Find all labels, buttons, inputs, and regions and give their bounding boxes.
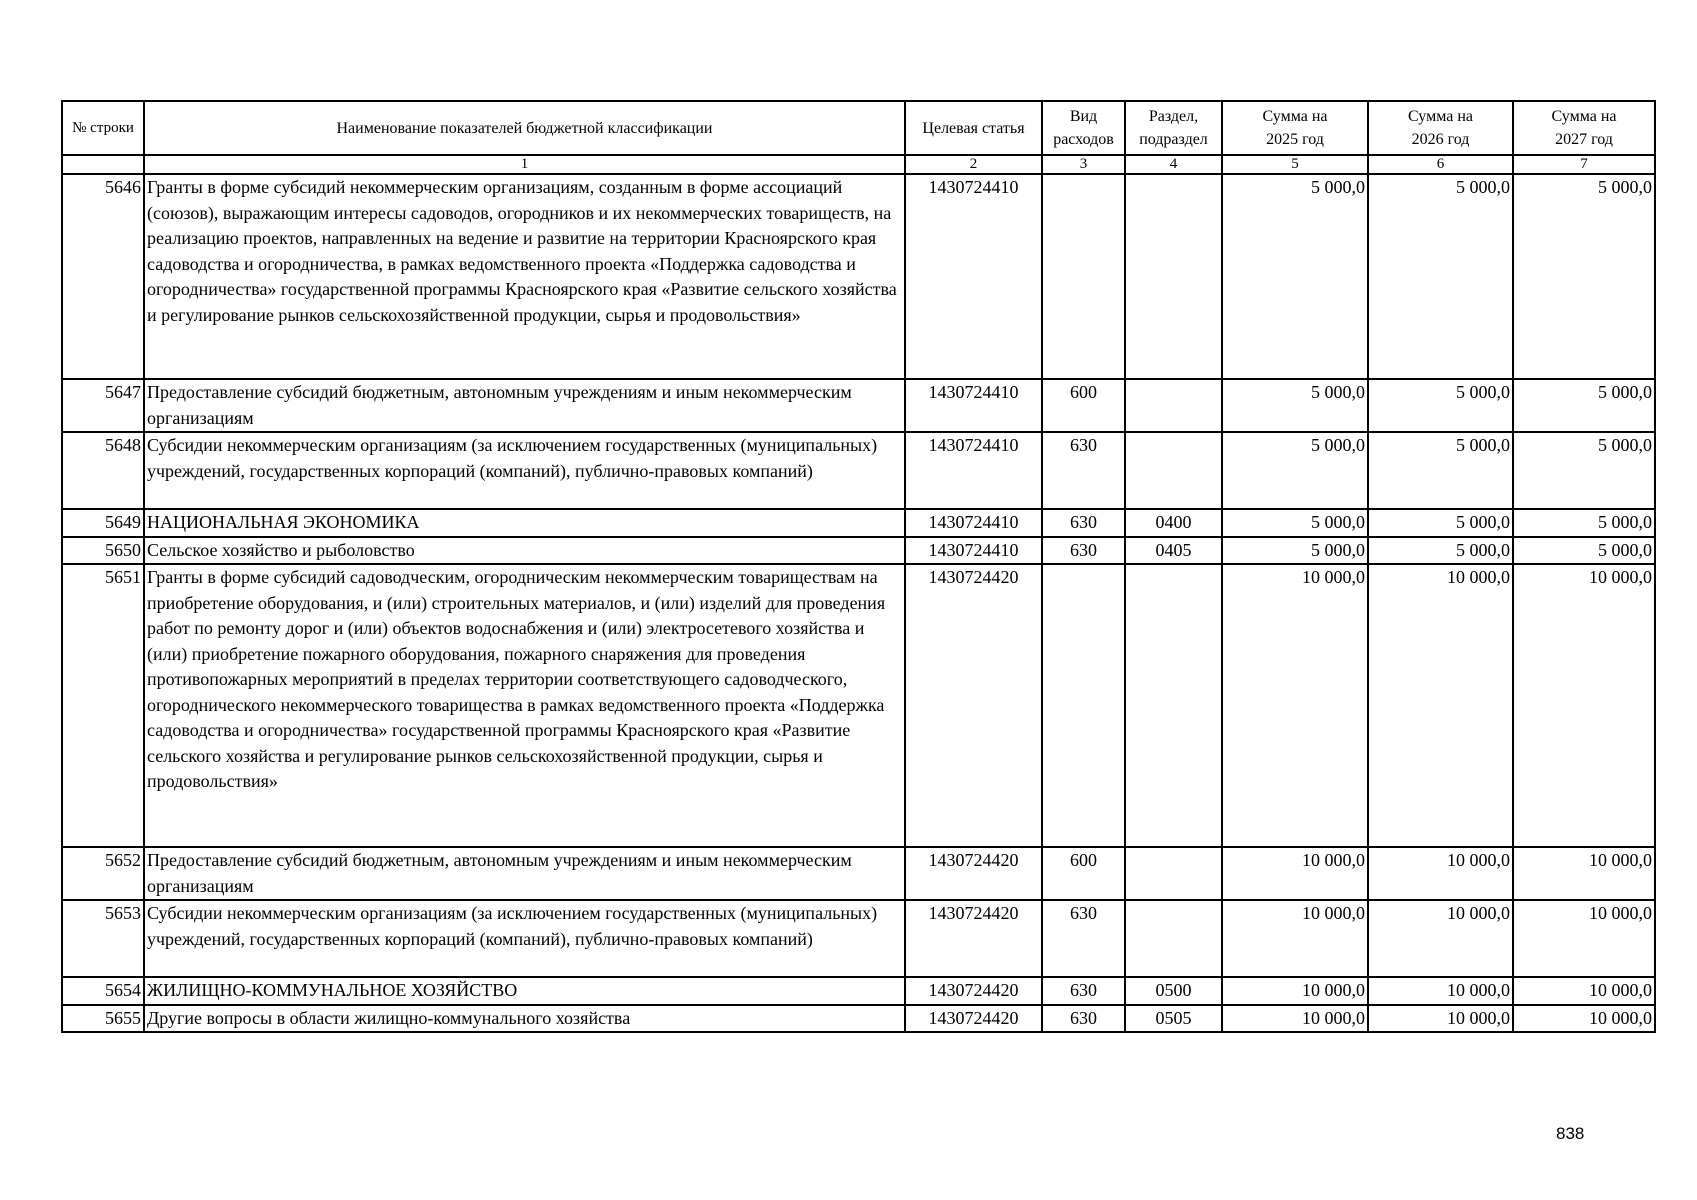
row-sum-2025: 5 000,0 (1222, 537, 1368, 565)
row-kind: 630 (1042, 1005, 1125, 1033)
row-sum-2027: 5 000,0 (1513, 379, 1655, 432)
header-kind (1042, 101, 1125, 155)
row-target: 1430724410 (905, 509, 1042, 537)
row-number: 5650 (62, 537, 144, 565)
row-kind: 630 (1042, 537, 1125, 565)
row-name: Предоставление субсидий бюджетным, автономным учреждениям и иным некоммерческим организациям (144, 847, 905, 900)
row-sum-2026: 5 000,0 (1368, 509, 1513, 537)
row-kind: 630 (1042, 977, 1125, 1005)
row-target: 1430724410 (905, 174, 1042, 379)
row-sum-2027: 5 000,0 (1513, 509, 1655, 537)
column-numbers-row (62, 155, 1655, 174)
header-target (905, 101, 1042, 155)
row-sum-2025: 10 000,0 (1222, 1005, 1368, 1033)
row-number: 5654 (62, 977, 144, 1005)
row-sum-2027: 10 000,0 (1513, 847, 1655, 900)
row-target: 1430724420 (905, 847, 1042, 900)
page-number: 838 (1556, 1124, 1585, 1143)
row-kind: 630 (1042, 432, 1125, 509)
budget-table (61, 100, 1656, 1033)
table-row (62, 564, 1655, 847)
row-sum-2026: 5 000,0 (1368, 537, 1513, 565)
row-number: 5648 (62, 432, 144, 509)
row-sum-2027: 5 000,0 (1513, 537, 1655, 565)
row-kind: 630 (1042, 900, 1125, 977)
table-body (62, 174, 1655, 1032)
column-number: 5 (1222, 155, 1368, 174)
table-header-row (62, 101, 1655, 155)
row-sum-2026: 10 000,0 (1368, 977, 1513, 1005)
row-sum-2025: 10 000,0 (1222, 977, 1368, 1005)
row-target: 1430724410 (905, 537, 1042, 565)
row-name: Предоставление субсидий бюджетным, автономным учреждениям и иным некоммерческим организациям (144, 379, 905, 432)
row-sum-2027: 10 000,0 (1513, 900, 1655, 977)
row-section (1125, 564, 1222, 847)
row-sum-2026: 5 000,0 (1368, 379, 1513, 432)
table-row (62, 977, 1655, 1005)
row-kind: 600 (1042, 379, 1125, 432)
column-number: 7 (1513, 155, 1655, 174)
header-sum-2027 (1513, 101, 1655, 155)
row-name: Субсидии некоммерческим организациям (за исключением государственных (муниципальных) учреждений, государственных корпораций (компаний), публично-правовых компаний) (144, 432, 905, 509)
header-row-no-label: № строки (72, 119, 134, 136)
row-name: НАЦИОНАЛЬНАЯ ЭКОНОМИКА (144, 509, 905, 537)
header-section-line2: подраздел (1139, 131, 1208, 148)
table-row (62, 509, 1655, 537)
row-section: 0400 (1125, 509, 1222, 537)
row-section (1125, 174, 1222, 379)
table-row (62, 432, 1655, 509)
row-kind (1042, 564, 1125, 847)
header-sum-2027-line2: 2027 год (1555, 131, 1613, 148)
table-row (62, 174, 1655, 379)
row-sum-2027: 10 000,0 (1513, 564, 1655, 847)
table-row (62, 537, 1655, 565)
row-target: 1430724420 (905, 1005, 1042, 1033)
row-sum-2026: 10 000,0 (1368, 564, 1513, 847)
row-sum-2025: 10 000,0 (1222, 847, 1368, 900)
header-kind-line2: расходов (1053, 131, 1114, 148)
row-number: 5653 (62, 900, 144, 977)
row-section (1125, 379, 1222, 432)
row-sum-2026: 5 000,0 (1368, 174, 1513, 379)
header-target-label: Целевая статья (922, 119, 1025, 137)
table-row (62, 379, 1655, 432)
row-sum-2027: 10 000,0 (1513, 1005, 1655, 1033)
row-name: Гранты в форме субсидий садоводческим, огородническим некоммерческим товариществам на приобретение оборудования, и (или) строительных материалов, и (или) изделий для проведения работ по ремонту дорог и (или) объектов водоснабжения и (или) электросетевого хозяйства и (или) приобретение пожарного оборудования, пожарного снаряжения для проведения противопожарных мероприятий в пределах территории соответствующего садоводческого, огороднического некоммерческого товарищества в рамках ведомственного проекта «Поддержка садоводства и огородничества» государственной программы Красноярского края «Развитие сельского хозяйства и регулирование рынков сельскохозяйственной продукции, сырья и продовольствия» (144, 564, 905, 847)
row-sum-2027: 5 000,0 (1513, 432, 1655, 509)
row-number: 5652 (62, 847, 144, 900)
header-row-no (62, 101, 144, 155)
row-target: 1430724410 (905, 432, 1042, 509)
row-sum-2025: 5 000,0 (1222, 432, 1368, 509)
row-number: 5651 (62, 564, 144, 847)
table-row (62, 900, 1655, 977)
row-section (1125, 432, 1222, 509)
row-target: 1430724420 (905, 977, 1042, 1005)
row-sum-2025: 10 000,0 (1222, 900, 1368, 977)
row-number: 5646 (62, 174, 144, 379)
header-sum-2026-line1: Сумма на (1408, 108, 1473, 125)
header-sum-2027-line1: Сумма на (1551, 108, 1617, 125)
row-section (1125, 900, 1222, 977)
header-name (144, 101, 905, 155)
header-sum-2025-line1: Сумма на (1262, 108, 1328, 125)
column-number: 6 (1368, 155, 1513, 174)
row-sum-2026: 10 000,0 (1368, 847, 1513, 900)
header-sum-2025 (1222, 101, 1368, 155)
row-section: 0405 (1125, 537, 1222, 565)
row-target: 1430724420 (905, 900, 1042, 977)
column-number: 3 (1042, 155, 1125, 174)
column-number: 2 (905, 155, 1042, 174)
row-kind: 630 (1042, 509, 1125, 537)
column-number-blank (62, 155, 144, 174)
row-section (1125, 847, 1222, 900)
row-sum-2026: 5 000,0 (1368, 432, 1513, 509)
header-sum-2026-line2: 2026 год (1411, 131, 1470, 148)
row-name: Другие вопросы в области жилищно-коммунального хозяйства (144, 1005, 905, 1033)
row-name: Субсидии некоммерческим организациям (за исключением государственных (муниципальных) учреждений, государственных корпораций (компаний), публично-правовых компаний) (144, 900, 905, 977)
row-sum-2025: 10 000,0 (1222, 564, 1368, 847)
row-name: Гранты в форме субсидий некоммерческим организациям, созданным в форме ассоциаций (союзов), выражающим интересы садоводов, огородников и их некоммерческих товариществ, на реализацию проектов, направленных на ведение и развитие на территории Красноярского края садоводства и огородничества, в рамках ведомственного проекта «Поддержка садоводства и огородничества» государственной программы Красноярского края «Развитие сельского хозяйства и регулирование рынков сельскохозяйственной продукции, сырья и продовольствия» (144, 174, 905, 379)
column-number: 4 (1125, 155, 1222, 174)
row-sum-2027: 10 000,0 (1513, 977, 1655, 1005)
header-sum-2026 (1368, 101, 1513, 155)
row-kind (1042, 174, 1125, 379)
header-name-label: Наименование показателей бюджетной классификации (336, 119, 713, 137)
row-sum-2025: 5 000,0 (1222, 509, 1368, 537)
row-sum-2026: 10 000,0 (1368, 900, 1513, 977)
row-kind: 600 (1042, 847, 1125, 900)
row-name: ЖИЛИЩНО-КОММУНАЛЬНОЕ ХОЗЯЙСТВО (144, 977, 905, 1005)
row-sum-2026: 10 000,0 (1368, 1005, 1513, 1033)
row-target: 1430724420 (905, 564, 1042, 847)
row-number: 5649 (62, 509, 144, 537)
row-name: Сельское хозяйство и рыболовство (144, 537, 905, 565)
row-number: 5647 (62, 379, 144, 432)
header-kind-line1: Вид (1069, 108, 1098, 125)
row-section: 0505 (1125, 1005, 1222, 1033)
table-row (62, 847, 1655, 900)
header-section-line1: Раздел, (1148, 108, 1199, 125)
header-sum-2025-line2: 2025 год (1266, 131, 1324, 148)
row-sum-2027: 5 000,0 (1513, 174, 1655, 379)
row-target: 1430724410 (905, 379, 1042, 432)
table-row (62, 1005, 1655, 1033)
row-sum-2025: 5 000,0 (1222, 379, 1368, 432)
row-number: 5655 (62, 1005, 144, 1033)
row-sum-2025: 5 000,0 (1222, 174, 1368, 379)
column-number: 1 (144, 155, 905, 174)
row-section: 0500 (1125, 977, 1222, 1005)
header-section (1125, 101, 1222, 155)
